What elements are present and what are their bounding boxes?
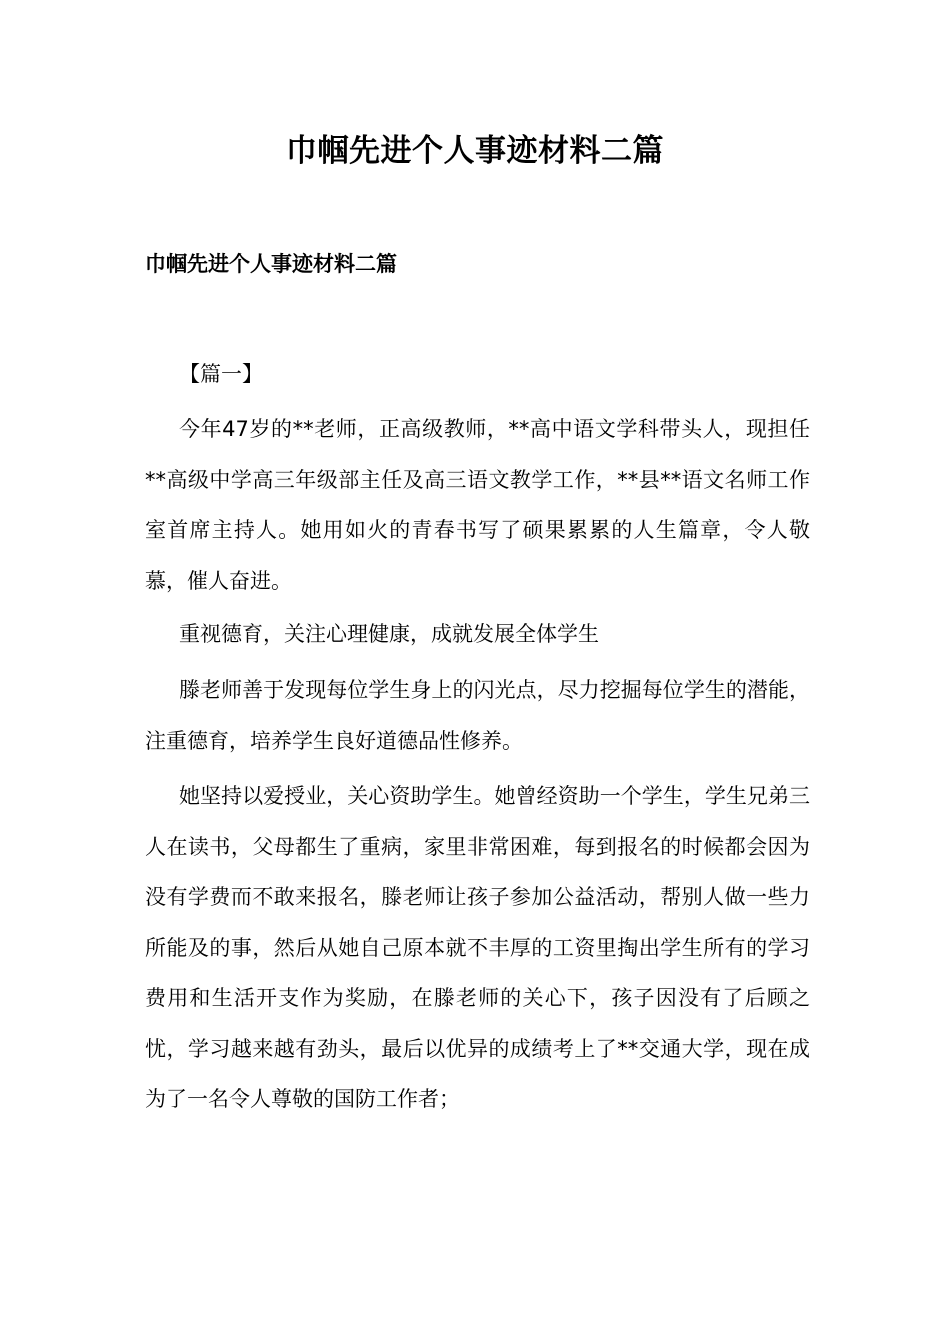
- paragraph-heading: 重视德育，关注心理健康，成就发展全体学生: [179, 622, 599, 646]
- paragraph: 滕老师善于发现每位学生身上的闪光点，尽力挖掘每位学生的潜能，注重德育，培养学生良好道德品性修养。: [145, 678, 810, 753]
- document-subtitle: 巾帼先进个人事迹材料二篇: [145, 252, 397, 276]
- paragraph: 她坚持以爱授业，关心资助学生。她曾经资助一个学生，学生兄弟三人在读书，父母都生了重病，家里非常困难，每到报名的时候都会因为没有学费而不敢来报名，滕老师让孩子参加公益活动，帮别人做一些力所能及的事，然后从她自己原本就不丰厚的工资里掏出学生所有的学习费用和生活开支作为奖励，在滕老师的关心下，孩子因没有了后顾之忧，学习越来越有劲头，最后以优异的成绩考上了**交通大学，现在成为了一名令人尊敬的国防工作者；: [145, 784, 810, 1111]
- paragraph: 今年47岁的**老师，正高级教师，**高中语文学科带头人，现担任**高级中学高三年级部主任及高三语文教学工作，**县**语文名师工作室首席主持人。她用如火的青春书写了硕果累累的人生篇章，令人敬慕，催人奋进。: [145, 417, 810, 593]
- section-label: 【篇一】: [179, 362, 263, 386]
- document-title: 巾帼先进个人事迹材料二篇: [286, 133, 664, 169]
